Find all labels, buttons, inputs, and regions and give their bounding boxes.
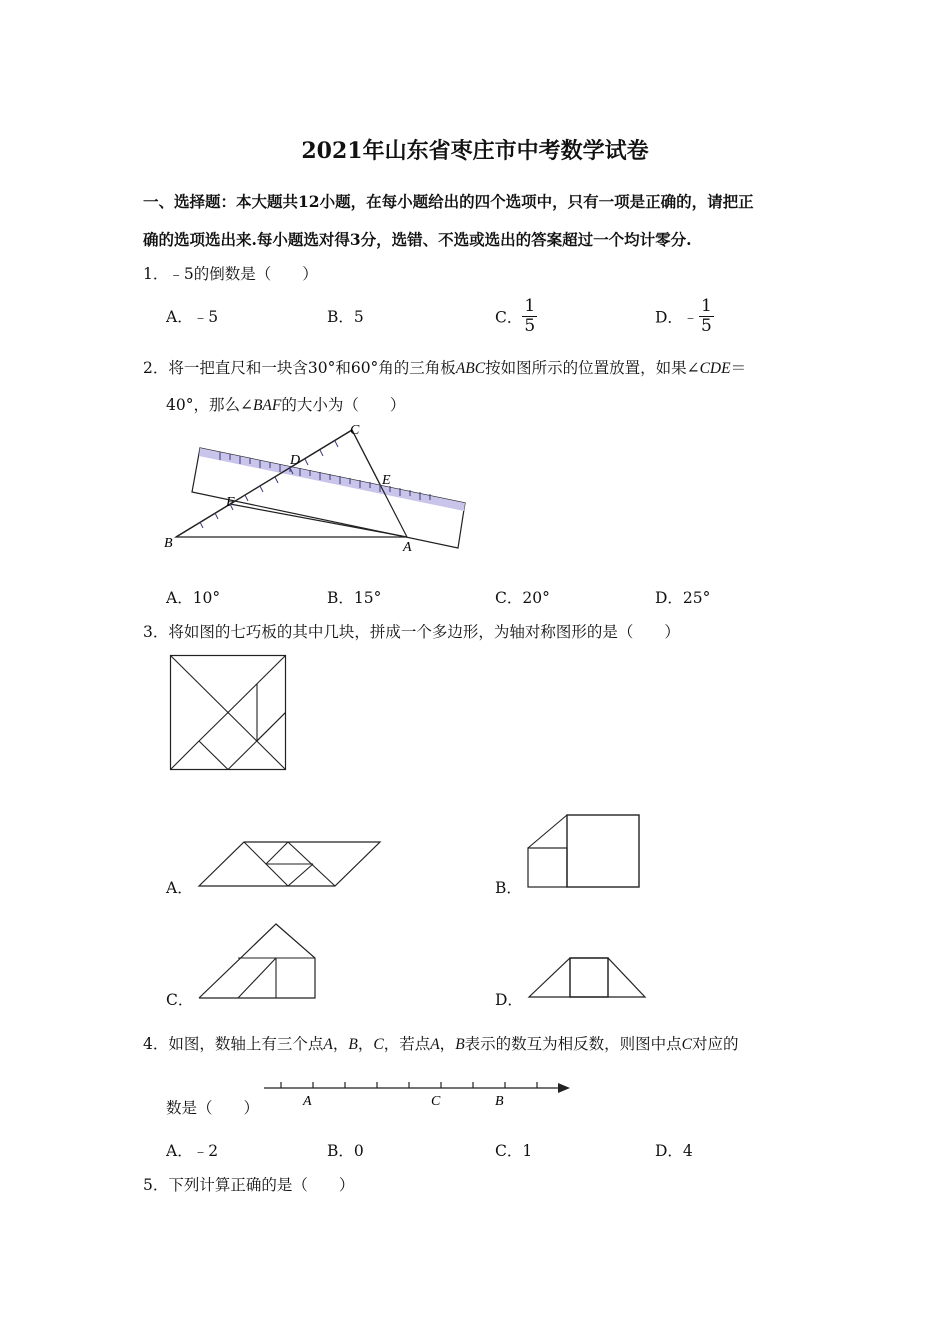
q4-stem-line2: 数是（ ） — [166, 1099, 260, 1117]
q3-option-b-figure[interactable] — [526, 813, 641, 889]
q4-option-d[interactable]: D．4 — [655, 1142, 693, 1160]
q3-option-a-figure[interactable] — [198, 840, 382, 888]
q1-option-d[interactable] — [655, 297, 714, 336]
q1-option-a[interactable]: A．﹣5 — [166, 308, 219, 326]
q4-option-b[interactable]: B．0 — [327, 1142, 364, 1160]
label-b: B — [495, 1094, 504, 1109]
label-b: B — [164, 536, 173, 551]
ruler-triangle-figure — [160, 420, 480, 560]
label-c: C — [350, 423, 360, 438]
q2-stem-line1: 2．将一把直尺和一块含30°和60°角的三角板ABC按如图所示的位置放置，如果∠CDE＝ — [143, 359, 747, 377]
fraction-one-fifth: $\frac{1}{5}$ — [700, 296, 712, 336]
q2-stem-line2: 40°，那么∠BAF的大小为（ ） — [166, 396, 406, 414]
q3-option-d[interactable]: D． — [495, 991, 523, 1009]
q3-option-d-figure[interactable] — [528, 956, 648, 1000]
q3-option-c[interactable]: C． — [166, 991, 194, 1009]
number-line-ticks — [281, 1082, 537, 1088]
q3-option-c-figure[interactable] — [198, 922, 318, 1000]
q1-option-c[interactable] — [495, 297, 537, 336]
page-title: 2021年山东省枣庄市中考数学试卷 — [301, 138, 649, 164]
q4-stem-line1: 4．如图，数轴上有三个点A，B，C，若点A，B表示的数互为相反数，则图中点C对应的 — [143, 1035, 739, 1053]
section-heading-line2: 确的选项选出来.每小题选对得3分，选错、不选或选出的答案超过一个均计零分. — [143, 230, 692, 249]
fraction-one-fifth: $\frac{1}{5}$ — [524, 296, 536, 336]
q1-option-c-label: C． — [495, 308, 523, 327]
q4-option-a[interactable]: A．﹣2 — [166, 1142, 219, 1160]
q4-option-c[interactable]: C．1 — [495, 1142, 533, 1160]
arrow-right-icon — [558, 1083, 570, 1093]
label-a: A — [403, 540, 412, 555]
label-e: E — [382, 473, 391, 488]
q3-stem: 3．将如图的七巧板的其中几块，拼成一个多边形，为轴对称图形的是（ ） — [143, 623, 680, 641]
q5-stem: 5．下列计算正确的是（ ） — [143, 1176, 355, 1194]
q1-option-d-label: D． — [655, 308, 683, 327]
q2-option-d[interactable]: D．25° — [655, 589, 711, 607]
q1-option-b[interactable]: B．5 — [327, 308, 364, 326]
section-heading-line1: 一、选择题：本大题共12小题，在每小题给出的四个选项中，只有一项是正确的，请把正 — [143, 192, 754, 211]
q2-option-b[interactable]: B．15° — [327, 589, 382, 607]
q1-stem: 1．﹣5的倒数是（ ） — [143, 265, 318, 283]
label-f: F — [226, 495, 235, 510]
label-d: D — [290, 453, 301, 468]
q2-option-a[interactable]: A．10° — [166, 589, 221, 607]
label-c: C — [431, 1094, 441, 1109]
q2-option-c[interactable]: C．20° — [495, 589, 550, 607]
q3-option-a[interactable]: A． — [166, 879, 193, 897]
q3-option-b[interactable]: B． — [495, 879, 522, 897]
label-a: A — [303, 1094, 312, 1109]
negative-sign: ﹣ — [682, 308, 698, 326]
number-line-figure — [262, 1078, 574, 1114]
tangram-square-figure — [170, 655, 286, 771]
